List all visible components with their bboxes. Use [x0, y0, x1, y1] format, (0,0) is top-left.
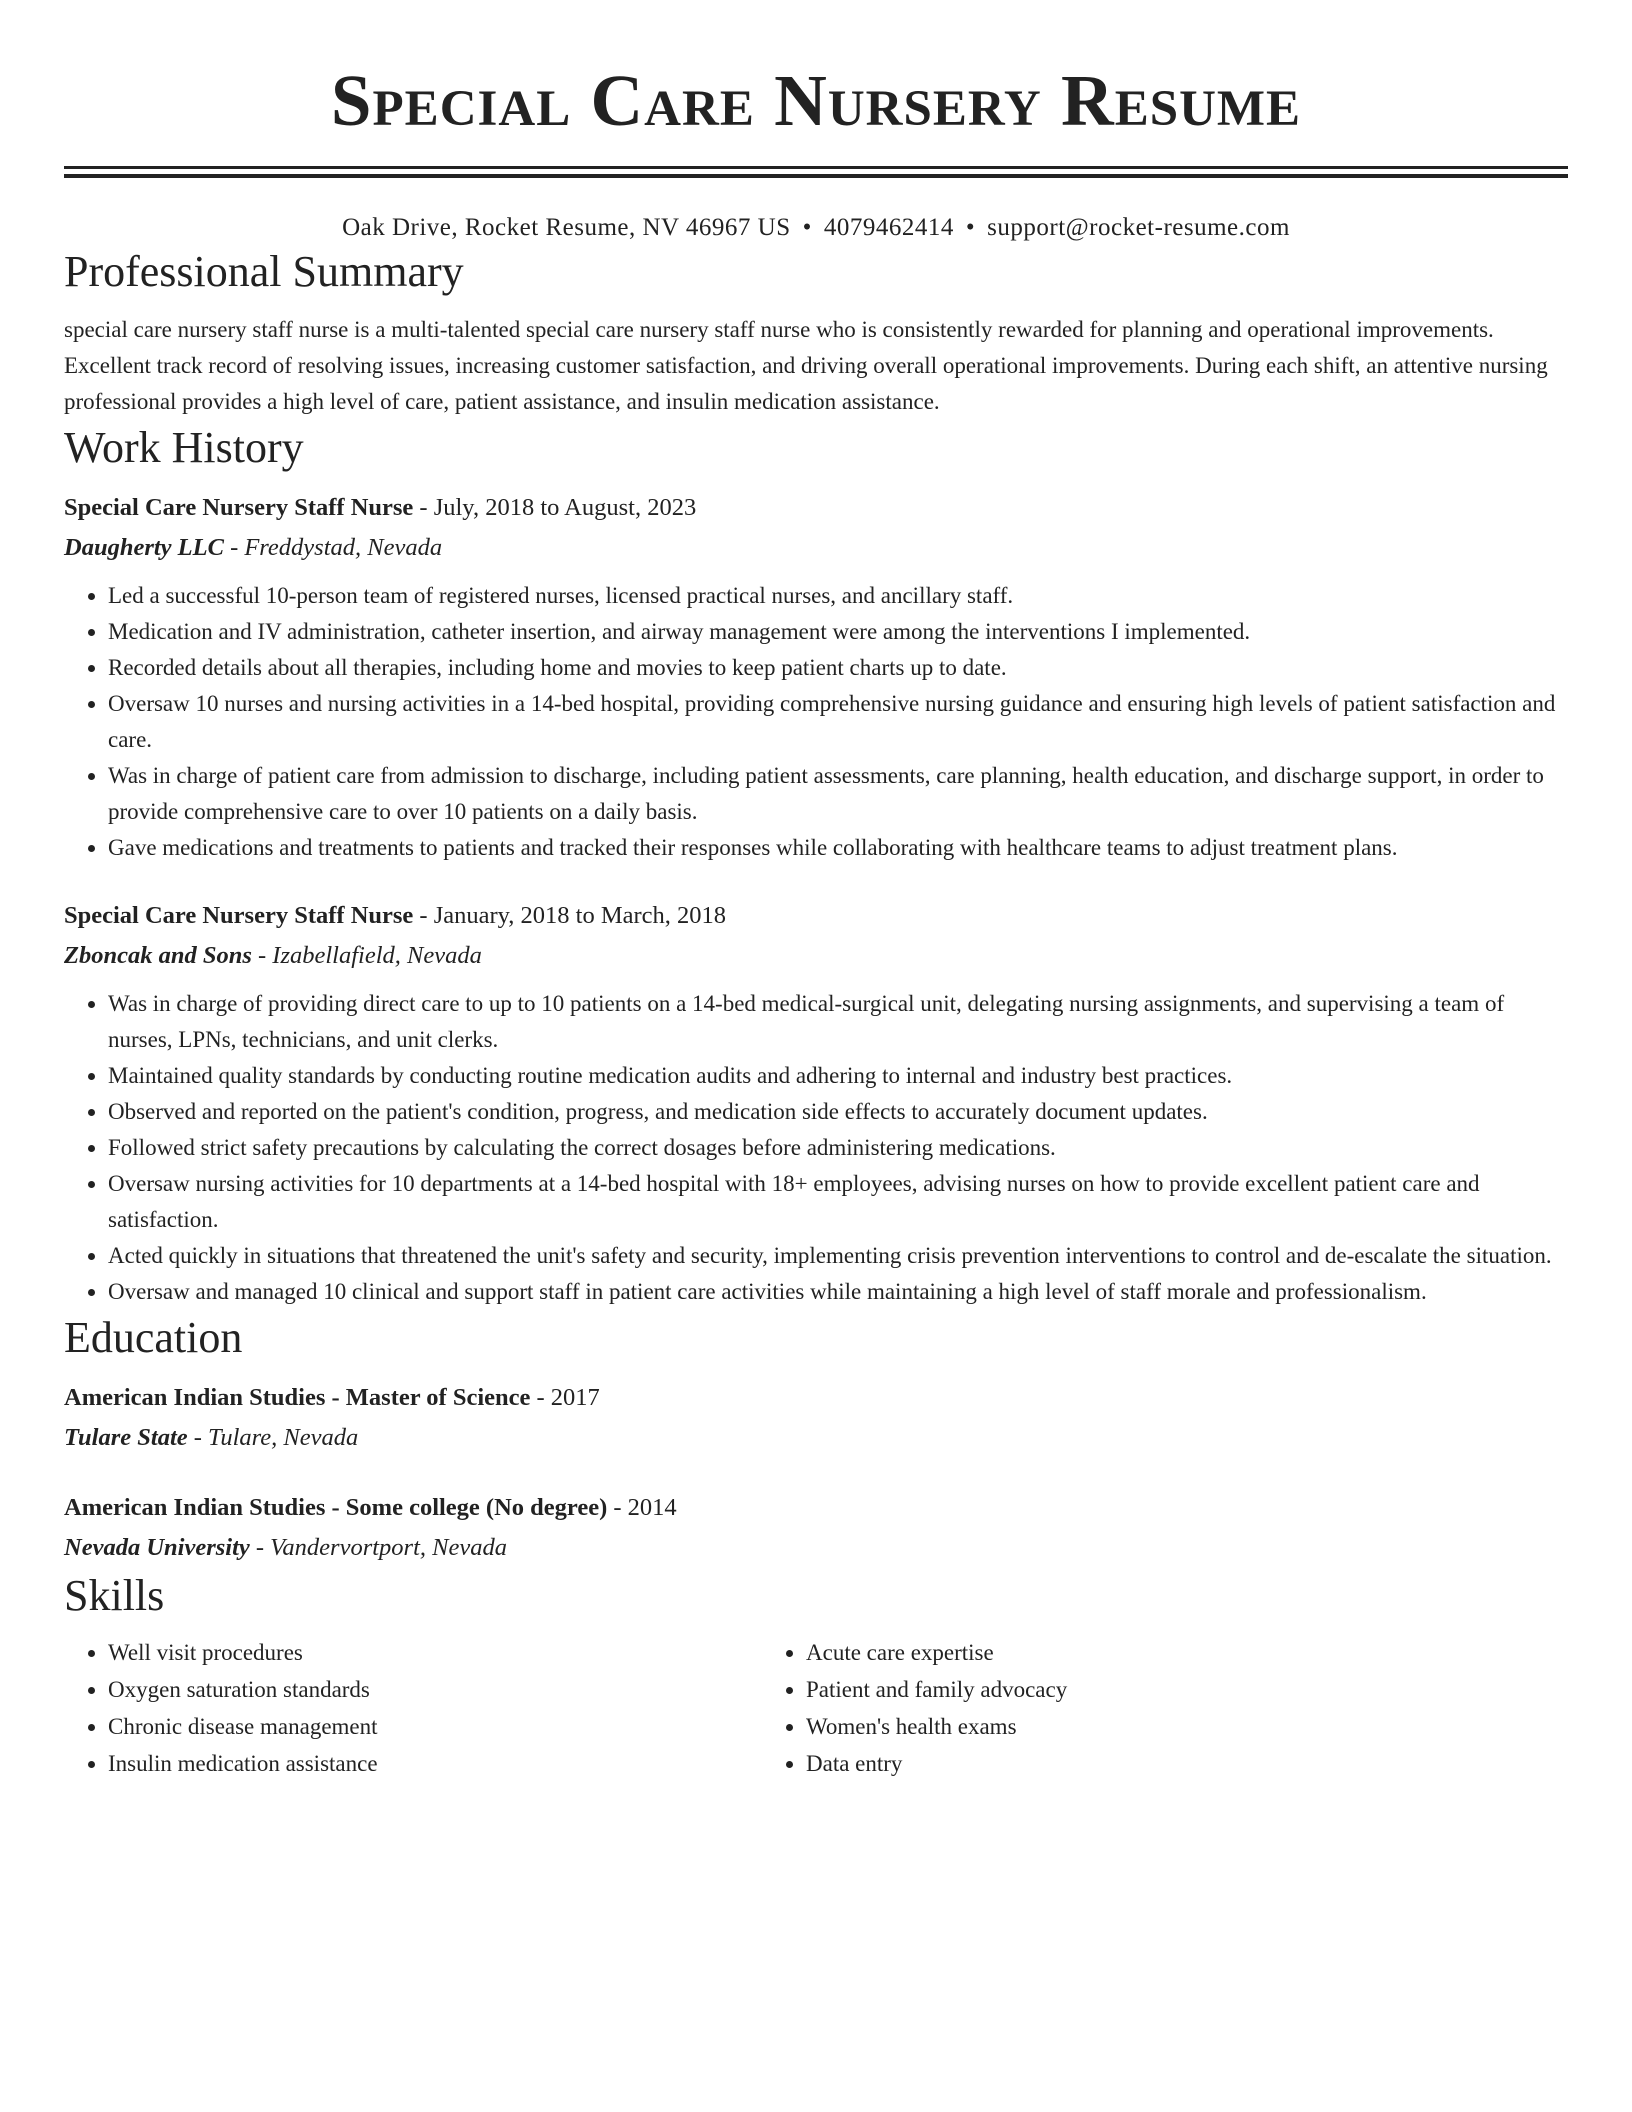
job-company: Daugherty LLC	[64, 534, 224, 561]
skill-item: • Acute care expertise	[806, 1634, 1564, 1671]
education-year: - 2017	[530, 1384, 600, 1411]
education-entry	[64, 1378, 1568, 1458]
job-bullet: • Oversaw 10 nurses and nursing activities in a 14-bed hospital, providing comprehensive nursing guidance and ensuring high levels of patient satisfaction and care.	[108, 686, 1568, 758]
job-employer-line	[64, 528, 1568, 568]
job-title: Special Care Nursery Staff Nurse	[64, 494, 414, 521]
contact-separator: •	[965, 214, 976, 241]
job-bullet: • Maintained quality standards by conducting routine medication audits and adhering to internal and industry best practices.	[108, 1058, 1568, 1094]
job-entry	[64, 896, 1568, 1310]
job-header	[64, 488, 1568, 528]
contact-line	[64, 212, 1568, 244]
page-title: Special Care Nursery Resume	[330, 60, 1302, 141]
job-bullet: • Led a successful 10-person team of registered nurses, licensed practical nurses, and ancillary staff.	[108, 578, 1568, 614]
job-bullet: • Acted quickly in situations that threatened the unit's safety and security, implementing crisis prevention interventions to control and de-escalate the situation.	[108, 1238, 1568, 1274]
education-school-line	[64, 1418, 1568, 1458]
job-bullet: • Medication and IV administration, catheter insertion, and airway management were among the interventions I implemented.	[108, 614, 1568, 650]
skill-item: • Patient and family advocacy	[806, 1671, 1564, 1708]
section-heading-summary: Professional Summary	[64, 247, 464, 296]
job-bullet: • Oversaw nursing activities for 10 departments at a 14-bed hospital with 18+ employees, advising nurses on how to provide excellent patient care and satisfaction.	[108, 1166, 1568, 1238]
education-school-line	[64, 1528, 1568, 1568]
job-bullet: • Oversaw and managed 10 clinical and support staff in patient care activities while maintaining a high level of staff morale and professionalism.	[108, 1274, 1568, 1310]
summary-text: special care nursery staff nurse is a multi-talented special care nursery staff nurse who is consistently rewarded for planning and operational improvements. Excellent track record of resolving issues, increasing customer satisfaction, and driving overall operational improvements. During each shift, an attentive nursing professional provides a high level of care, patient assistance, and insulin medication assistance.	[64, 317, 1548, 414]
job-title: Special Care Nursery Staff Nurse	[64, 902, 414, 929]
education-header	[64, 1488, 1568, 1528]
section-heading-education: Education	[64, 1313, 243, 1362]
section-heading-work-history: Work History	[64, 423, 304, 472]
job-bullet: • Observed and reported on the patient's condition, progress, and medication side effects to accurately document updates.	[108, 1094, 1568, 1130]
skill-item: • Women's health exams	[806, 1708, 1564, 1745]
education-school: Tulare State	[64, 1424, 188, 1451]
job-bullet: • Was in charge of providing direct care to up to 10 patients on a 14-bed medical-surgical unit, delegating nursing assignments, and supervising a team of nurses, LPNs, technicians, and unit clerks.	[108, 986, 1568, 1058]
skills-list-right	[762, 1634, 1564, 1782]
education-header	[64, 1378, 1568, 1418]
skill-item: • Well visit procedures	[108, 1634, 762, 1671]
job-bullet-list	[64, 986, 1568, 1310]
skill-item: • Insulin medication assistance	[108, 1745, 762, 1782]
job-bullet: • Recorded details about all therapies, including home and movies to keep patient charts up to date.	[108, 650, 1568, 686]
job-bullet: • Gave medications and treatments to patients and tracked their responses while collaborating with healthcare teams to adjust treatment plans.	[108, 830, 1568, 866]
job-dates: - July, 2018 to August, 2023	[413, 494, 697, 521]
skill-item: • Oxygen saturation standards	[108, 1671, 762, 1708]
job-location: - Freddystad, Nevada	[223, 534, 443, 561]
contact-address: Oak Drive, Rocket Resume, NV 46967 US	[342, 214, 791, 241]
job-bullet-list	[64, 578, 1568, 866]
skill-item: • Chronic disease management	[108, 1708, 762, 1745]
education-entry	[64, 1488, 1568, 1568]
job-employer-line	[64, 936, 1568, 976]
skill-item: • Data entry	[806, 1745, 1564, 1782]
skills-grid	[64, 1634, 1568, 1782]
job-location: - Izabellafield, Nevada	[251, 942, 482, 969]
education-degree: American Indian Studies - Master of Science	[64, 1384, 531, 1411]
contact-phone: 4079462414	[823, 214, 954, 241]
education-year: - 2014	[607, 1494, 677, 1521]
job-dates: - January, 2018 to March, 2018	[413, 902, 727, 929]
education-location: - Vandervortport, Nevada	[249, 1534, 507, 1561]
education-school: Nevada University	[64, 1534, 250, 1561]
skills-list-left	[64, 1634, 762, 1782]
contact-separator: •	[802, 214, 812, 241]
job-company: Zboncak and Sons	[64, 942, 252, 969]
education-location: - Tulare, Nevada	[187, 1424, 359, 1451]
job-entry	[64, 488, 1568, 866]
job-bullet: • Followed strict safety precautions by calculating the correct dosages before administering medications.	[108, 1130, 1568, 1166]
contact-email: support@rocket-resume.com	[987, 214, 1290, 241]
title-double-rule	[64, 166, 1568, 178]
education-degree: American Indian Studies - Some college (No degree)	[64, 1494, 608, 1521]
section-heading-skills: Skills	[64, 1571, 165, 1620]
job-bullet: • Was in charge of patient care from admission to discharge, including patient assessments, care planning, health education, and discharge support, in order to provide comprehensive care to over 10 patients on a daily basis.	[108, 758, 1568, 830]
job-header	[64, 896, 1568, 936]
